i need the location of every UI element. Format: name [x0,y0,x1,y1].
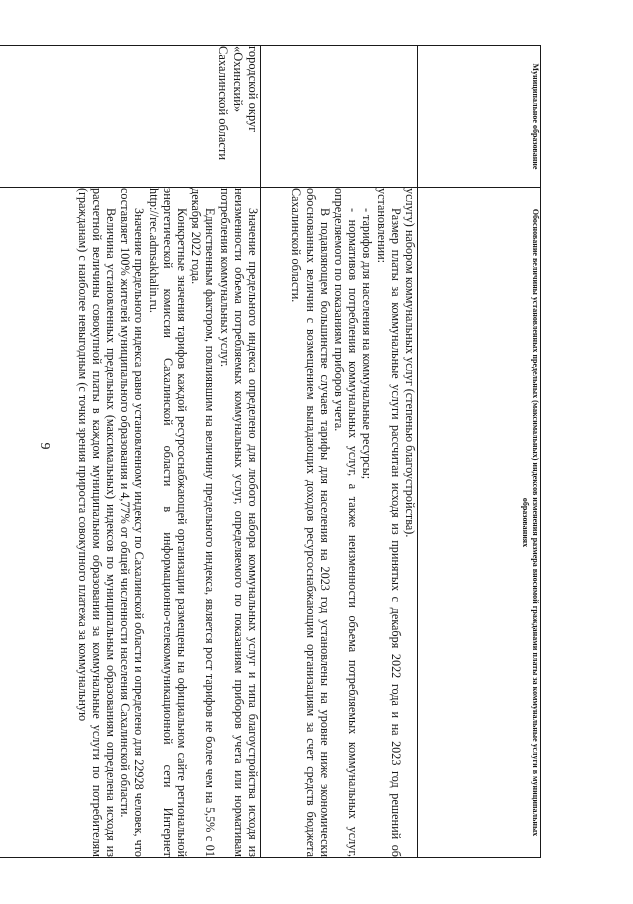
header-municipality: Муниципальное образование [418,46,541,188]
paragraph: Единственным фактором, повлиявшим на величину предельного индекса, является рост тарифов не более чем на 5,5% с 01 декабря 2022 года. [189,188,218,857]
page-number: 9 [37,442,52,450]
paragraph: - тарифов для населения на коммунальные ресурсы; [360,208,375,480]
paragraph: - нормативов потребления коммунальных услуг, а также неизменности объема потребляемых коммунальных услуг, определяемого по показаниям приборов учета. [331,188,361,857]
municipality-cell-empty [261,46,418,188]
paragraph: Размер платы за коммунальные услуги рассчитан исходя из принятых с декабря 2022 года и на 2023 год решений об установлении: [374,188,403,857]
paragraph: Значение предельного индекса определено для любого набора коммунальных услуг и типа благоустройства исходя из неизменности объема потребляемых коммунальных услуг, определяемого по показаниям приборов учета или нормативам потребления коммунальных услуг. [217,188,260,857]
municipality-line: Сахалинской области [216,46,230,161]
header-justification: Обоснование величины установленных предельных (максимальных) индексов изменения размера вносимой гражданами платы за коммунальные услуги в муниципальных образованиях [418,188,541,858]
municipality-cell [0,46,261,188]
municipality-line: «Охинский» [231,46,245,113]
table-row-okha [0,46,261,858]
paragraph: Значение предельного индекса равно установленному индексу по Сахалинской области и определено для 22928 человек, что составляет 100% жителей муниципального образования и 4,77% от общей численности населения Сахалинской области. [118,188,147,857]
indices-table [0,45,541,858]
paragraph: услугу) набором коммунальных услуг (степенью благоустройства). [403,188,417,538]
municipality-line: городской округ [246,46,260,133]
table-row-continued [261,46,418,858]
paragraph: В подавляющем большинстве случаев тарифы для населения на 2023 год установлены на уровне ниже экономически обоснованных величин с возмещением выпадающих доходов ресурсоснабжающим организациям за счет средств бюджета Сахалинской области. [289,188,332,857]
paragraph: Конкретные значения тарифов каждой ресурсоснабжающей организации размещены на официальном сайте региональной энергетической комиссии Сахалинской области в информационно-телекоммуникационной сети Интернет http://rec.admsakhalin.ru. [146,188,189,857]
justification-cell-continued [261,188,418,858]
paragraph: Величина установленных предельных (максимальных) индексов по муниципальным образованиям определена исходя из расчетной величины совокупной платы в каждом муниципальном образовании за коммунальные услуги по потребителям (гражданам) с наиболее невыгодным (с точки зрения прироста совокупного платежа за коммунальную [75,188,118,857]
table-header-row [418,46,541,858]
justification-cell [0,188,261,858]
